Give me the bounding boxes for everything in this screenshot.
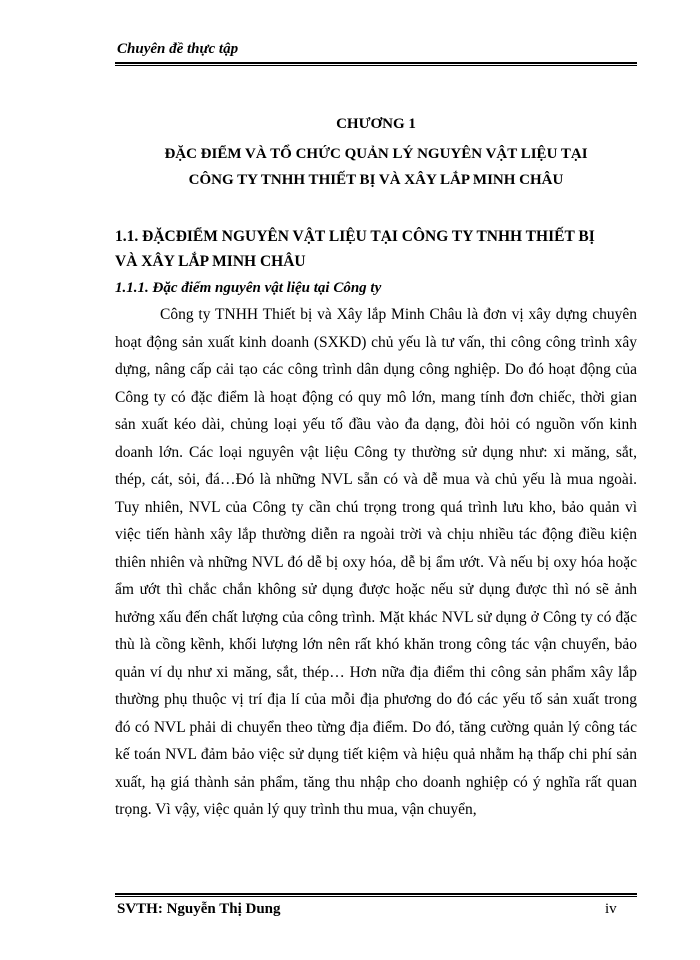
- chapter-label: CHƯƠNG 1: [336, 116, 416, 132]
- chapter-title-line-1: ĐẶC ĐIỂM VÀ TỔ CHỨC QUẢN LÝ NGUYÊN VẬT LIỆU TẠI: [164, 146, 588, 162]
- section-heading-line-1: 1.1. ĐẶCĐIỂM NGUYÊN VẬT LIỆU TẠI CÔNG TY TNHH THIẾT BỊ: [115, 228, 595, 245]
- body-paragraph: Công ty TNHH Thiết bị và Xây lắp Minh Châu là đơn vị xây dựng chuyên hoạt động sản xuất kinh doanh (SXKD) chủ yếu là tư vấn, thi công công trình xây dựng, nâng cấp cải tạo các công trình dân dụng công nghiệp. Do đó hoạt động của Công ty có đặc điểm là hoạt động có quy mô lớn, mang tính đơn chiếc, thời gian sản xuất kéo dài, chủng loại yếu tố đầu vào đa dạng, đòi hỏi có nguồn vốn kinh doanh lớn. Các loại nguyên vật liệu Công ty thường sử dụng như: xi măng, sắt, thép, cát, sỏi, đá…Đó là những NVL sẵn có và dễ mua và chủ yếu là mua ngoài. Tuy nhiên, NVL của Công ty cần chú trọng trong quá trình lưu kho, bảo quản vì việc tiến hành xây lắp thường diễn ra ngoài trời và chịu nhiều tác động điều kiện thiên nhiên và những NVL đó dễ bị oxy hóa, dễ bị ẩm ướt. Và nếu bị oxy hóa hoặc ẩm ướt thì chắc chắn không sử dụng được hoặc nếu sử dụng được thì nó sẽ ảnh hưởng xấu đến chất lượng của công trình. Mặt khác NVL sử dụng ở Công ty có đặc thù là cồng kềnh, khối lượng lớn nên rất khó khăn trong công tác vận chuyển, bảo quản ví dụ như xi măng, sắt, thép… Hơn nữa địa điểm thi công sản phẩm xây lắp thường phụ thuộc vị trí địa lí của mỗi địa phương do đó các yếu tố sản xuất trong đó có NVL phải di chuyển theo từng địa điểm. Do đó, tăng cường quản lý công tác kế toán NVL đảm bảo việc sử dụng tiết kiệm và hiệu quả nhằm hạ thấp chi phí sản xuất, hạ giá thành sản phẩm, tăng thu nhập cho doanh nghiệp có ý nghĩa rất quan trọng. Vì vậy, việc quản lý quy trình thu mua, vận chuyển,: [115, 306, 637, 818]
- footer-divider: [115, 893, 637, 897]
- section-heading-line-2: VÀ XÂY LẮP MINH CHÂU: [115, 253, 306, 270]
- chapter-title-line-2: CÔNG TY TNHH THIẾT BỊ VÀ XÂY LẮP MINH CHÂU: [188, 172, 564, 188]
- footer-author: SVTH: Nguyễn Thị Dung: [117, 901, 281, 917]
- header-divider: [115, 62, 637, 66]
- page-header-title: Chuyên đề thực tập: [117, 41, 239, 57]
- subsection-heading: 1.1.1. Đặc điểm nguyên vật liệu tại Công ty: [115, 280, 382, 296]
- page-number: iv: [605, 901, 617, 917]
